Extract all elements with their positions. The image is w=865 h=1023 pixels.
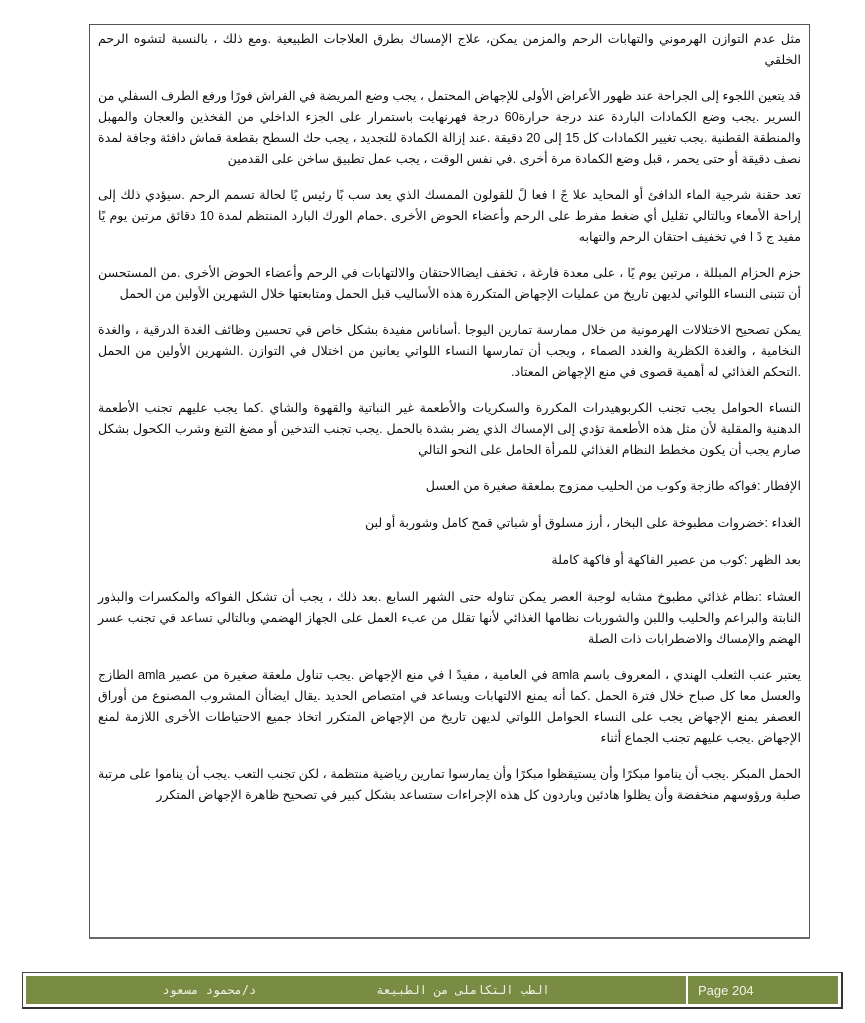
author-name: د/محمود مسعود bbox=[162, 983, 257, 997]
paragraph-dinner: العشاء :نظام غذائي مطبوخ مشابه لوجبة العصر يمكن تناوله حتى الشهر السابع .بعد ذلك ، يجب أن تشكل الفواكه والمكسرات والبذور النابتة والبراعم والحليب واللبن والشوربات نظامها الغذائي لأنها تقلل من عبء العمل على الجهاز الهضمي وبالتالي تساعد في تجنب عسر الهضم والإمساك والاضطرابات ذات الصلة bbox=[98, 590, 801, 646]
paragraph-uterine-causes: مثل عدم التوازن الهرموني والتهابات الرحم والمزمن يمكن، علاج الإمساك بطرق العلاجات الطبيعية .ومع ذلك ، بالنسبة لتشوه الرحم الخلقي bbox=[98, 32, 801, 67]
paragraph-cold-compress: قد يتعين اللجوء إلى الجراحة عند ظهور الأعراض الأولى للإجهاض المحتمل ، يجب وضع المريضة في الفراش فورًا ورفع الطرف السفلي من السرير .يجب وضع الكمادات الباردة عند درجة حرارة60 درجة فهرنهايت باستمرار على الجزء الداخلي من الفخذين والعجان والمهبل والمنطقة القطنية .يجب تغيير الكمادات كل 15 إلى 20 دقيقة .عند إزالة الكمادة للتجديد ، يجب حك السطح بقطعة قماش دافئة وجافة لمدة نصف دقيقة أو حتى يحمر ، قبل وضع الكمادة مرة أخرى .في نفس الوقت ، يجب عمل تطبيق ساخن على القدمين bbox=[98, 89, 801, 166]
paragraph-early-pregnancy: الحمل المبكر .يجب أن يناموا مبكرًا وأن يستيقظوا مبكرًا وأن يمارسوا تمارين رياضية منتظمة ، لكن تجنب التعب .يجب أن يناموا على مرتبة صلبة ورؤوسهم منخفضة وأن يظلوا هادئين وباردون كل هذه الإجراءات ستساعد بشكل كبير في تصحيح ظاهرة الإجهاض المتكرر bbox=[98, 767, 801, 802]
paragraph-enema: تعد حقنة شرجية الماء الدافئ أو المحايد علا جً ا فعا لً للقولون الممسك الذي يعد سب بًا رئيس يًا لحالة تسمم الرحم .سيؤدي ذلك إلى إراحة الأمعاء وبالتالي تقليل أي ضغط مفرط على الرحم وأعضاء الحوض الأخرى .حمام الورك البارد المنتظم لمدة 10 دقائق مرتين يوم يًا مفيد ج دً ا في تخفيف احتقان الرحم والتهابه bbox=[98, 188, 801, 244]
footer-band bbox=[26, 976, 838, 1004]
paragraph-breakfast: الإفطار :فواكه طازجة وكوب من الحليب ممزوج بملعقة صغيرة من العسل bbox=[425, 479, 801, 493]
page-number-label: Page 204 bbox=[698, 982, 754, 998]
paragraph-yoga: يمكن تصحيح الاختلالات الهرمونية من خلال ممارسة تمارين اليوجا .أساناس مفيدة بشكل خاص في تحسين وظائف الغدة الدرقية ، والغدة النخامية ، والغدة الكظرية والغدد الصماء ، ويجب أن تمارسها النساء اللواتي يعانين من اختلال في التوازن .الشهرين الأولين من الحمل .التحكم الغذائي له أهمية قصوى في منع الإجهاض المعتاد. bbox=[98, 323, 801, 379]
page-footer bbox=[22, 972, 843, 1009]
paragraph-diet-avoid: النساء الحوامل يجب تجنب الكربوهيدرات المكررة والسكريات والأطعمة غير النباتية والقهوة والشاي .كما يجب عليهم تجنب الأطعمة الدهنية والمقلية لأن مثل هذه الأطعمة تؤدي إلى الإمساك الذي يضر بشدة بالحمل .يجب تجنب التدخين أو مضغ التبغ وشرب الكحول بشكل صارم يجب أن يكون مخطط النظام الغذائي للمرأة الحامل على النحو التالي bbox=[98, 401, 801, 457]
footer-title-cell bbox=[26, 976, 686, 1004]
paragraph-wet-girdle: حزم الحزام المبللة ، مرتين يوم يًا ، على معدة فارغة ، تخفف ايضاالاحتقان والالتهابات في الرحم وأعضاء الحوض الأخرى .من المستحسن أن تتبنى النساء اللواتي لديهن تاريخ من عمليات الإجهاض المتكررة هذه الأساليب قبل الحمل ومتابعتها خلال الشهرين الأولين من الحمل bbox=[98, 266, 801, 301]
book-title: الطب التكاملى من الطبيعة bbox=[376, 983, 550, 997]
paragraph-lunch: الغداء :خضروات مطبوخة على البخار ، أرز مسلوق أو شباتي قمح كامل وشوربة أو لبن bbox=[364, 516, 801, 530]
paragraph-afternoon: بعد الظهر :كوب من عصير الفاكهة أو فاكهة كاملة bbox=[551, 553, 801, 567]
document-body bbox=[89, 24, 810, 939]
page-number bbox=[688, 976, 838, 1004]
paragraph-amla: يعتبر عنب الثعلب الهندي ، المعروف باسم amla في العامية ، مفيدً ا في منع الإجهاض .يجب تناول ملعقة صغيرة من عصير amla الطازج والعسل معا كل صباح خلال فترة الحمل .كما أنه يمنع الالتهابات ويساعد في امتصاص الحديد .يقال ايضاأن المشروب المصنوع من أوراق العصفر يمنع الإجهاض يجب على النساء الحوامل اللواتي لديهن تاريخ من الإجهاض المتكرر اتخاذ جميع الاحتياطات الأخرى اللازمة لمنع الإجهاض .يجب عليهم تجنب الجماع أثناء bbox=[98, 668, 801, 745]
